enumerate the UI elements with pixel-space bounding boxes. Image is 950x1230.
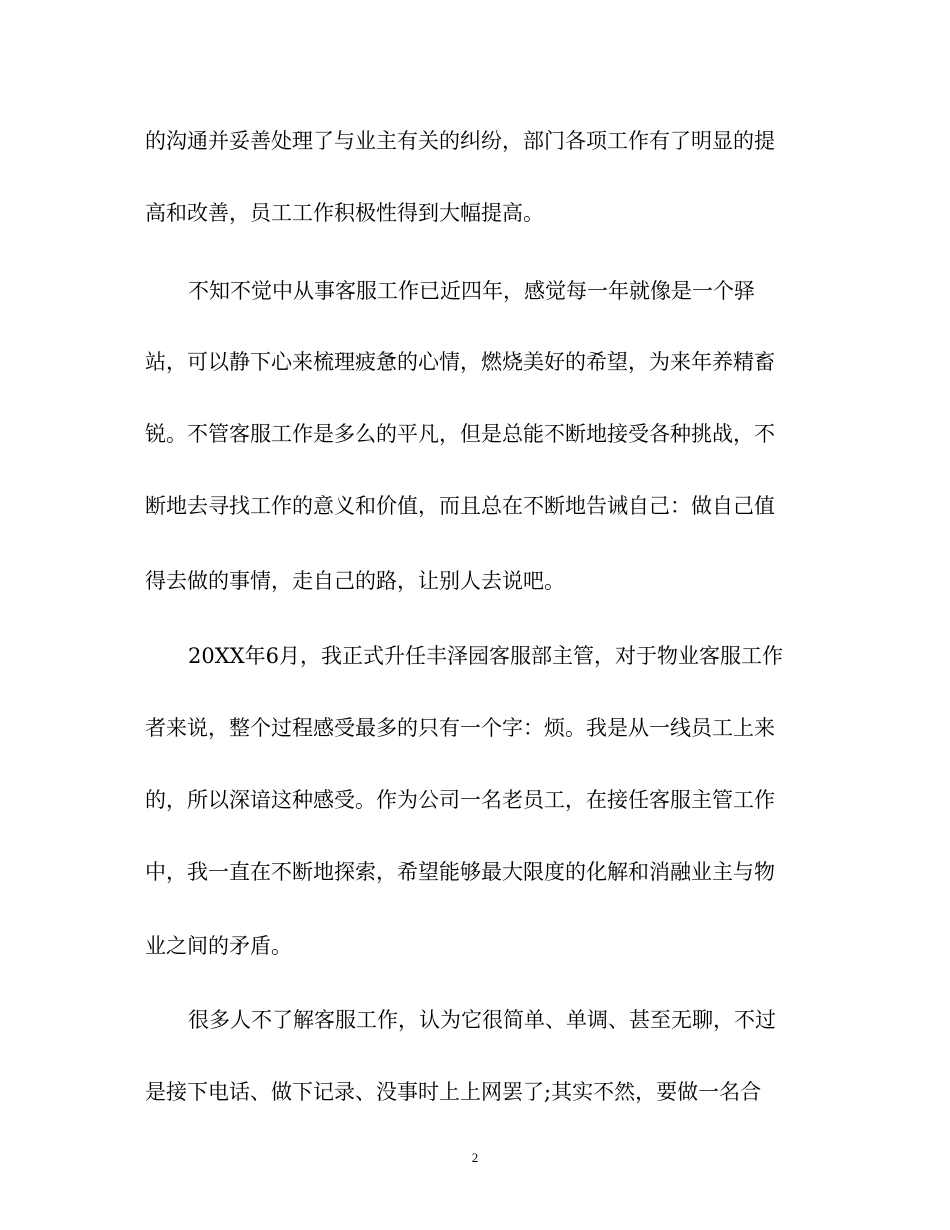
paragraph-start-line: 很多人不了解客服工作，认为它很简单、单调、甚至无聊，不过 [188, 1008, 776, 1032]
text-line: 的，所以深谙这种感受。作为公司一名老员工，在接任客服主管工作 [145, 788, 775, 812]
text-line: 锐。不管客服工作是多么的平凡，但是总能不断地接受各种挑战，不 [145, 422, 775, 446]
text-line: 的沟通并妥善处理了与业主有关的纠纷，部门各项工作有了明显的提 [145, 129, 775, 153]
page-number: 2 [471, 1150, 479, 1165]
text-line: 者来说，整个过程感受最多的只有一个字：烦。我是从一线员工上来 [145, 716, 775, 740]
text-line: 业之间的矛盾。 [145, 934, 292, 958]
text-line: 站，可以静下心来梳理疲惫的心情，燃烧美好的希望，为来年养精畜 [145, 350, 775, 374]
paragraph-start-line: 20XX年6月，我正式升任丰泽园客服部主管，对于物业客服工作 [188, 644, 783, 668]
text-line: 断地去寻找工作的意义和价值，而且总在不断地告诫自己：做自己值 [145, 494, 775, 518]
text-line: 是接下电话、做下记录、没事时上上网罢了;其实不然，要做一名合 [145, 1080, 762, 1104]
text-line: 得去做的事情，走自己的路，让别人去说吧。 [145, 569, 565, 593]
paragraph-start-line: 不知不觉中从事客服工作已近四年，感觉每一年就像是一个驿 [188, 279, 755, 303]
text-line: 中，我一直在不断地探索，希望能够最大限度的化解和消融业主与物 [145, 860, 775, 884]
text-line: 高和改善，员工工作积极性得到大幅提高。 [145, 201, 544, 225]
